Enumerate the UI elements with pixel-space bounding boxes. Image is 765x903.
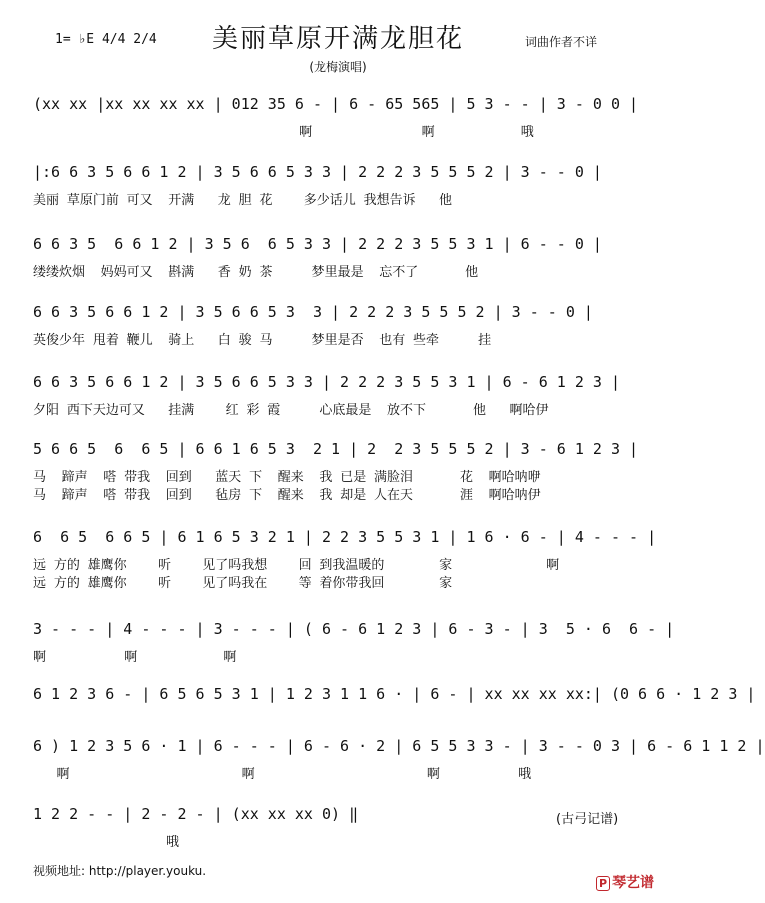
notation-row: 6 6 3 5 6 6 1 2 | 3 5 6 6 5 3 3 | 2 2 2 3 5 5 3 1 | 6 - - 0 |	[33, 235, 602, 253]
song-title: 美丽草原开满龙胆花	[211, 24, 464, 54]
composer-credit: 词曲作者不详	[525, 35, 598, 49]
lyric-line: 马 蹄声 嗒 带我 回到 蓝天 下 醒来 我 已是 满脸泪 花 啊哈呐咿	[33, 470, 541, 485]
notation-row: 6 6 3 5 6 6 1 2 | 3 5 6 6 5 3 3 | 2 2 2 3 5 5 3 1 | 6 - 6 1 2 3 |	[33, 373, 620, 391]
lyric-line: 缕缕炊烟 妈妈可又 斟满 香 奶 茶 梦里最是 忘不了 他	[33, 265, 479, 280]
logo-mark-icon: P	[596, 876, 610, 891]
lyric-line: 英俊少年 甩着 鞭儿 骑上 白 骏 马 梦里是否 也有 些牵 挂	[33, 333, 492, 348]
notation-row: 5 6 6 5 6 6 5 | 6 6 1 6 5 3 2 1 | 2 2 3 5 5 5 2 | 3 - 6 1 2 3 |	[33, 440, 639, 458]
notation-row: |:6 6 3 5 6 6 1 2 | 3 5 6 6 5 3 3 | 2 2 2 3 5 5 5 2 | 3 - - 0 |	[33, 163, 602, 181]
lyric-line: 夕阳 西下天边可又 挂满 红 彩 霞 心底最是 放不下 他 啊哈伊	[33, 403, 549, 418]
singer-credit: (龙梅演唱)	[309, 60, 367, 74]
notation-row: 1 2 2 - - | 2 - 2 - | (xx xx xx 0) ‖	[33, 805, 359, 823]
notation-row: 6 6 5 6 6 5 | 6 1 6 5 3 2 1 | 2 2 3 5 5 3 1 | 1 6 · 6 - | 4 - - - |	[33, 528, 657, 546]
lyric-line: 远 方的 雄鹰你 听 见了吗我在 等 着你带我回 家	[33, 576, 453, 591]
site-logo	[596, 872, 654, 892]
notation-row: 6 6 3 5 6 6 1 2 | 3 5 6 6 5 3 3 | 2 2 2 3 5 5 5 2 | 3 - - 0 |	[33, 303, 593, 321]
logo-text: 琴艺谱	[612, 875, 655, 891]
lyric-line: 美丽 草原门前 可又 开满 龙 胆 花 多少话儿 我想告诉 他	[33, 193, 453, 208]
lyric-line: 哦	[33, 835, 180, 850]
notation-row: (xx xx |xx xx xx xx | 012 35 6 - | 6 - 65 565 | 5 3 - - | 3 - 0 0 |	[33, 95, 639, 113]
transcriber-credit: (古弓记谱)	[556, 812, 619, 827]
lyric-line: 啊 啊 哦	[33, 125, 534, 140]
lyric-line: 啊 啊 啊	[33, 650, 237, 665]
video-url: 视频地址: http://player.youku.	[33, 864, 207, 878]
notation-row: 6 ) 1 2 3 5 6 · 1 | 6 - - - | 6 - 6 · 2 | 6 5 5 3 3 - | 3 - - 0 3 | 6 - 6 1 1 2 |	[33, 737, 765, 755]
notation-row: 6 1 2 3 6 - | 6 5 6 5 3 1 | 1 2 3 1 1 6 · | 6 - | xx xx xx xx:| (0 6 6 · 1 2 3 |	[33, 685, 756, 703]
key-signature: 1= ♭E 4/4 2/4	[55, 32, 157, 47]
notation-row: 3 - - - | 4 - - - | 3 - - - | ( 6 - 6 1 2 3 | 6 - 3 - | 3 5 · 6 6 - |	[33, 620, 675, 638]
lyric-line: 马 蹄声 嗒 带我 回到 毡房 下 醒来 我 却是 人在天 涯 啊哈呐伊	[33, 488, 541, 503]
lyric-line: 啊 啊 啊 哦	[33, 767, 532, 782]
lyric-line: 远 方的 雄鹰你 听 见了吗我想 回 到我温暖的 家 啊	[33, 558, 560, 573]
